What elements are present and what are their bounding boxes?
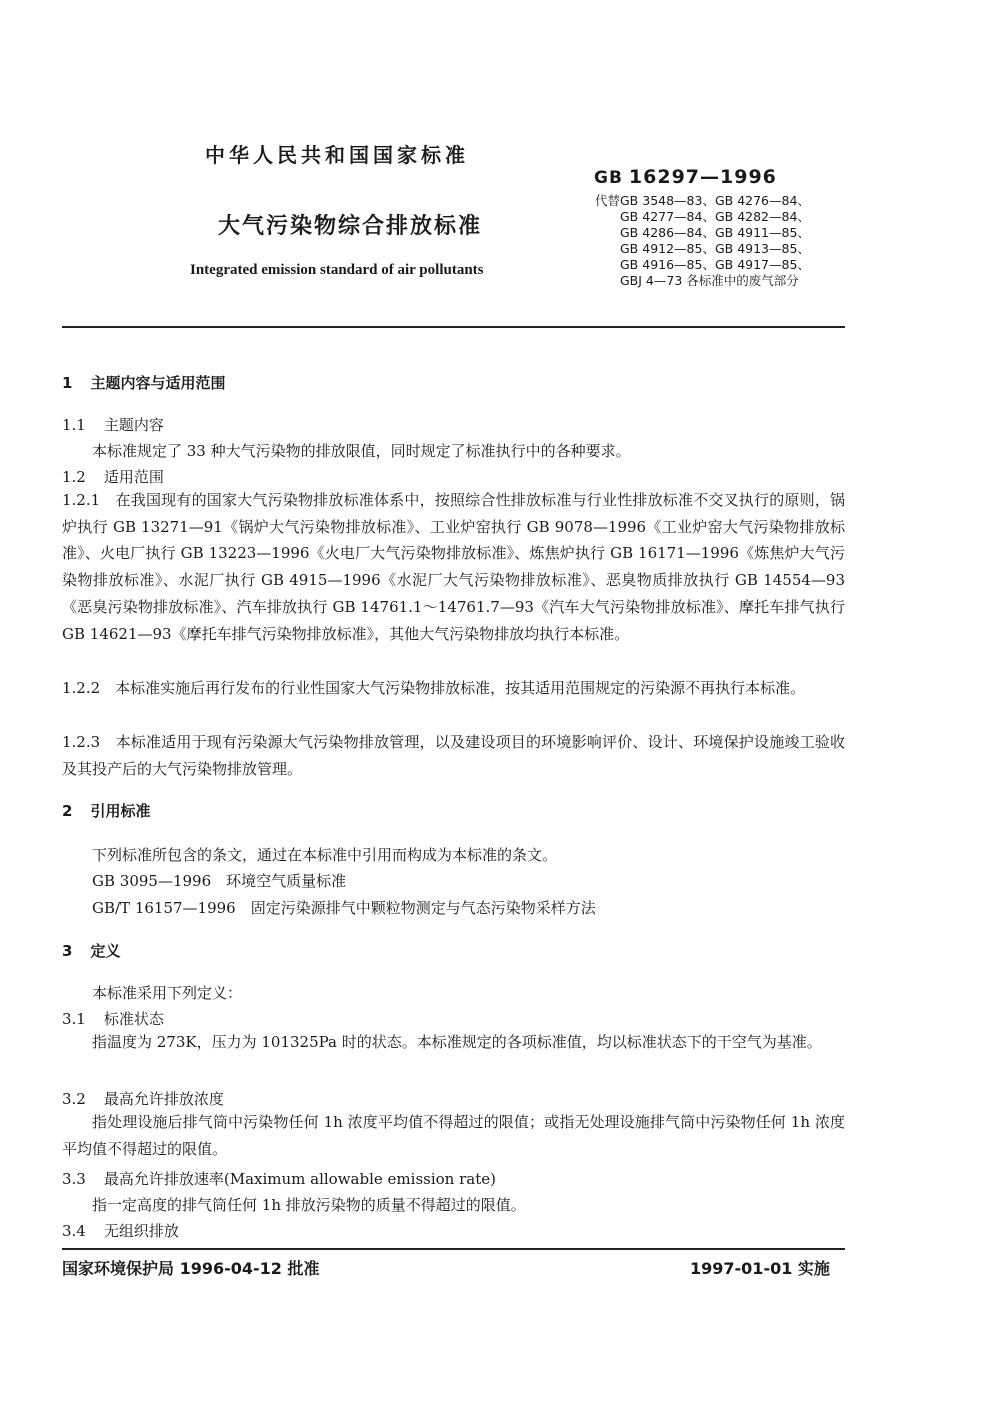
section-2-text: 下列标准所包含的条文，通过在本标准中引用而构成为本标准的条文。 [92, 846, 558, 864]
section-title: 标准状态 [103, 1010, 164, 1028]
section-title: 最高允许排放浓度 [103, 1090, 224, 1108]
section-3-4-heading [62, 1220, 179, 1241]
clause-3-1-text: 指温度为 273K，压力为 101325Pa 时的状态。本标准规定的各项标准值，均以标准状态下的干空气为基准。 [92, 1033, 822, 1051]
section-number: 1.2 [62, 468, 86, 486]
document-title-en: Integrated emission standard of air pollutants [190, 262, 484, 278]
replaced-line: GBJ 4—73 各标准中的废气部分 [620, 273, 799, 288]
section-1-2-heading [62, 466, 164, 487]
approval-date: 国家环境保护局 1996-04-12 批准 [62, 1259, 320, 1278]
clause-3-2-text: 指处理设施后排气筒中污染物任何 1h 浓度平均值不得超过的限值；或指无处理设施排气筒中污染物任何 1h 浓度平均值不得超过的限值。 [62, 1113, 845, 1158]
section-1-1-text: 本标准规定了 33 种大气污染物的排放限值，同时规定了标准执行中的各种要求。 [92, 442, 631, 460]
section-number: 2 [62, 802, 73, 820]
section-number: 3.1 [62, 1010, 86, 1028]
section-3-1-heading [62, 1008, 164, 1029]
section-number: 3.3 [62, 1170, 86, 1188]
replaced-line: 代替GB 3548—83、GB 4276—84、 [595, 193, 810, 208]
replaced-line: GB 4912—85、GB 4913—85、 [620, 241, 810, 256]
section-number: 1.1 [62, 416, 86, 434]
footer-divider [62, 1248, 845, 1250]
section-3-2-heading [62, 1088, 224, 1109]
clause-1-2-2: 1.2.2 本标准实施后再行发布的行业性国家大气污染物排放标准，按其适用范围规定的污染源不再执行本标准。 [62, 679, 806, 697]
section-number: 3.4 [62, 1222, 86, 1240]
replaced-line: GB 4916—85、GB 4917—85、 [620, 257, 810, 272]
section-3-heading [62, 940, 120, 961]
section-number: 3.2 [62, 1090, 86, 1108]
section-number: 1 [62, 374, 73, 392]
section-title: 主题内容 [103, 416, 164, 434]
replaced-line: GB 4286—84、GB 4911—85、 [620, 225, 810, 240]
section-3-text: 本标准采用下列定义： [92, 984, 243, 1002]
replaced-standards [595, 193, 810, 289]
header-divider [62, 326, 845, 328]
standard-prefix: GB [594, 168, 623, 188]
section-title: 定义 [90, 942, 121, 960]
document-title-cn: 大气污染物综合排放标准 [218, 214, 483, 239]
section-2-heading [62, 800, 150, 821]
replaced-line: GB 4277—84、GB 4282—84、 [620, 209, 810, 224]
clause-3-3-text: 指一定高度的排气筒任何 1h 排放污染物的质量不得超过的限值。 [92, 1196, 526, 1214]
effective-date: 1997-01-01 实施 [690, 1259, 830, 1278]
reference-standard: GB/T 16157—1996 固定污染源排气中颗粒物测定与气态污染物采样方法 [92, 899, 596, 917]
section-1-1-heading [62, 414, 164, 435]
section-title: 最高允许排放速率(Maximum allowable emission rate) [103, 1170, 496, 1188]
section-title: 主题内容与适用范围 [90, 374, 226, 392]
reference-standard: GB 3095—1996 环境空气质量标准 [92, 872, 347, 890]
section-title: 引用标准 [90, 802, 151, 820]
standard-code: 16297—1996 [628, 166, 777, 188]
section-title: 无组织排放 [103, 1222, 179, 1240]
country-standard-heading: 中华人民共和国国家标准 [205, 143, 469, 167]
section-1-heading [62, 372, 225, 393]
clause-1-2-1: 1.2.1 在我国现有的国家大气污染物排放标准体系中，按照综合性排放标准与行业性排放标准不交叉执行的原则，锅炉执行 GB 13271—91《锅炉大气污染物排放标准》、工业炉窑执行 GB 9078—1996《工业炉窑大气污染物排放标准》、火电厂执行 GB 13223—1996《火电厂大气污染物排放标准》、炼焦炉执行 GB 16171—1996《炼焦炉大气污染物排放标准》、水泥厂执行 GB 4915—1996《水泥厂大气污染物排放标准》、恶臭物质排放执行 GB 14554—93《恶臭污染物排放标准》、汽车排放执行 GB 14761.1～14761.7—93《汽车大气污染物排放标准》、摩托车排气执行 GB 14621—93《摩托车排气污染物排放标准》，其他大气污染物排放均执行本标准。 [62, 491, 845, 643]
standard-number [594, 166, 777, 188]
section-number: 3 [62, 942, 73, 960]
section-3-3-heading [62, 1168, 496, 1189]
section-title: 适用范围 [103, 468, 164, 486]
clause-1-2-3: 1.2.3 本标准适用于现有污染源大气污染物排放管理，以及建设项目的环境影响评价、设计、环境保护设施竣工验收及其投产后的大气污染物排放管理。 [62, 733, 845, 778]
